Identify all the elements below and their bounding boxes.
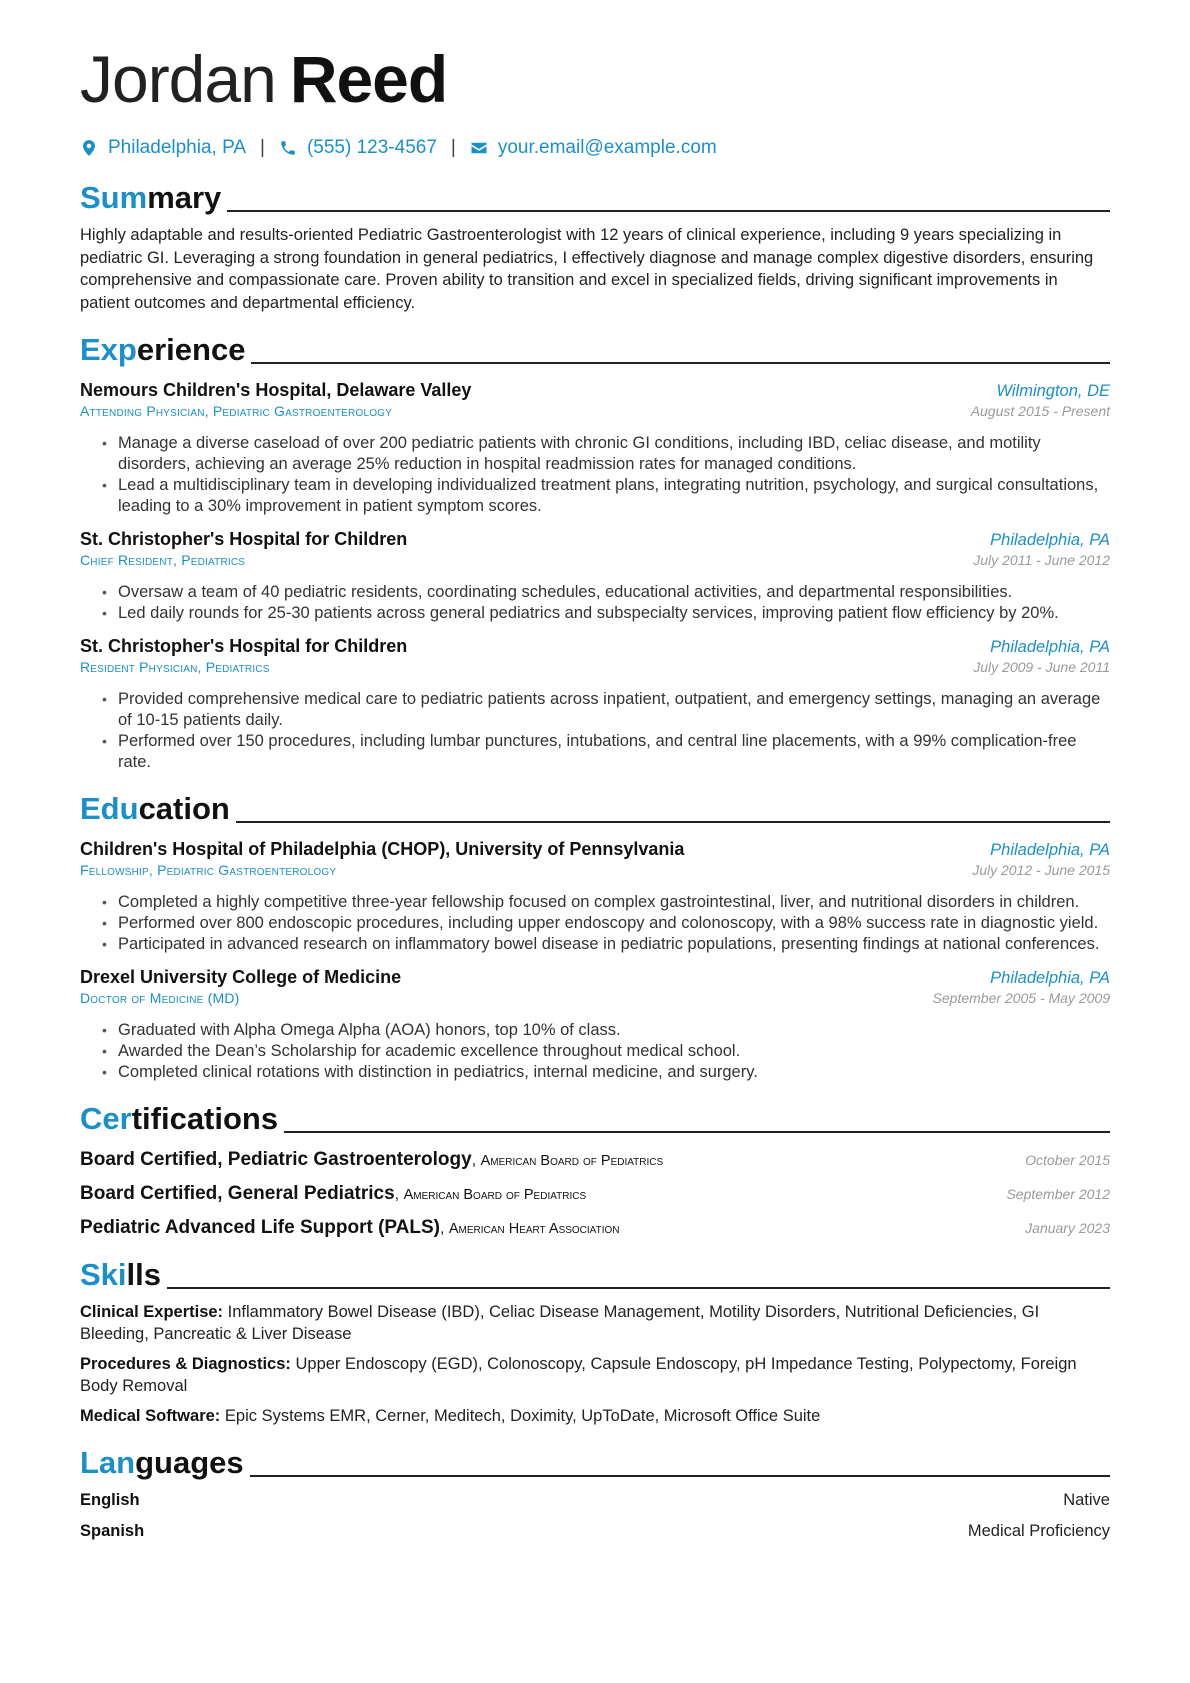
education-entry	[80, 967, 1110, 1083]
skills-heading-rest: lls	[126, 1257, 161, 1292]
section-rule	[236, 821, 1110, 823]
map-pin-icon	[80, 139, 98, 157]
bullet-item: • Lead a multidisciplinary team in developing individualized treatment plans, integrating nutrition, psychology, and surgical consultations, leading to a 30% improvement in patient symptom scores.	[102, 475, 1110, 517]
certifications-heading	[80, 1097, 1110, 1137]
certification-item: Pediatric Advanced Life Support (PALS), American Heart Association January 2023	[80, 1217, 1110, 1238]
entry-organization: Drexel University College of Medicine	[80, 967, 402, 987]
section-rule	[227, 210, 1110, 212]
entry-location: Philadelphia, PA	[990, 638, 1110, 656]
experience-heading-accent: Exp	[80, 332, 137, 367]
entry-dates: August 2015 - Present	[970, 403, 1110, 419]
language-item	[80, 1522, 1110, 1543]
entry-role: Resident Physician, Pediatrics	[80, 659, 270, 675]
certification-name: Board Certified, General Pediatrics	[80, 1183, 395, 1204]
contact-location	[80, 137, 246, 159]
entry-location: Philadelphia, PA	[990, 531, 1110, 549]
entry-bullets	[80, 582, 1110, 624]
entry-dates: July 2011 - June 2012	[973, 552, 1110, 568]
certification-name: Pediatric Advanced Life Support (PALS)	[80, 1217, 440, 1238]
certification-date: September 2012	[1006, 1186, 1110, 1202]
skills-heading	[80, 1253, 1110, 1293]
entry-dates: July 2009 - June 2011	[973, 659, 1110, 675]
education-heading-accent: Edu	[80, 791, 139, 826]
languages-heading-accent: Lan	[80, 1445, 136, 1480]
summary-text: Highly adaptable and results-oriented Pediatric Gastroenterologist with 12 years of clinical experience, including 9 years specializing in pediatric GI. Leveraging a strong foundation in general pediatrics, I effectively diagnose and manage complex digestive disorders, ensuring comprehensive and compassionate care. Proven ability to transition and excel in specialized fields, driving significant improvements in patient outcomes and departmental efficiency.	[80, 226, 1094, 312]
summary-heading-rest: mary	[147, 180, 222, 215]
email-link[interactable]: your.email@example.com	[497, 137, 717, 158]
entry-role: Chief Resident, Pediatrics	[80, 552, 246, 568]
candidate-name	[80, 40, 1110, 118]
experience-entry	[80, 380, 1110, 517]
certification-date: January 2023	[1025, 1220, 1110, 1236]
contact-bar	[80, 134, 1110, 162]
entry-role: Attending Physician, Pediatric Gastroenterology	[80, 403, 393, 419]
education-entry	[80, 839, 1110, 955]
section-rule	[250, 1475, 1110, 1477]
entry-dates: September 2005 - May 2009	[932, 990, 1110, 1006]
entry-location: Philadelphia, PA	[990, 841, 1110, 859]
entry-organization: St. Christopher's Hospital for Children	[80, 636, 408, 656]
language-item	[80, 1491, 1110, 1512]
bullet-item: • Manage a diverse caseload of over 200 pediatric patients with chronic GI conditions, including IBD, celiac disease, and motility disorders, achieving an average 25% reduction in hospital readmission rates for managed conditions.	[102, 433, 1110, 475]
section-rule	[167, 1287, 1110, 1289]
first-name: Jordan	[80, 42, 276, 116]
certification-date: October 2015	[1025, 1152, 1110, 1168]
bullet-item: • Oversaw a team of 40 pediatric residents, coordinating schedules, educational activities, and departmental responsibilities.	[102, 582, 1110, 603]
certification-issuer: American Heart Association	[448, 1221, 620, 1237]
skills-heading-accent: Ski	[80, 1257, 127, 1292]
bullet-item: • Completed a highly competitive three-year fellowship focused on complex gastrointestinal, liver, and nutritional disorders in children.	[102, 892, 1110, 913]
bullet-item: • Performed over 800 endoscopic procedures, including upper endoscopy and colonoscopy, with a 98% success rate in diagnostic yield.	[102, 913, 1110, 934]
bullet-item: • Performed over 150 procedures, including lumbar punctures, intubations, and central line placements, with a 99% complication-free rate.	[102, 731, 1110, 773]
section-rule	[284, 1131, 1110, 1133]
bullet-item: • Graduated with Alpha Omega Alpha (AOA) honors, top 10% of class.	[102, 1020, 1110, 1041]
skill-values: Inflammatory Bowel Disease (IBD), Celiac Disease Management, Motility Disorders, Nutritional Deficiencies, GI Bleeding, Pancreatic & Liver Disease	[80, 1303, 1040, 1343]
skill-values: Upper Endoscopy (EGD), Colonoscopy, Capsule Endoscopy, pH Impedance Testing, Polypectomy, Foreign Body Removal	[80, 1355, 1077, 1395]
skill-label: Medical Software:	[80, 1407, 221, 1425]
envelope-icon	[470, 139, 488, 157]
experience-entry	[80, 636, 1110, 773]
skill-group	[80, 1405, 1110, 1427]
skill-label: Procedures & Diagnostics:	[80, 1355, 291, 1373]
certification-issuer: American Board of Pediatrics	[403, 1187, 587, 1203]
bullet-item: • Provided comprehensive medical care to pediatric patients across inpatient, outpatient, and emergency settings, managing an average of 10-15 patients daily.	[102, 689, 1110, 731]
entry-organization: Nemours Children's Hospital, Delaware Valley	[80, 380, 472, 400]
experience-heading	[80, 328, 1110, 368]
skill-values: Epic Systems EMR, Cerner, Meditech, Doximity, UpToDate, Microsoft Office Suite	[224, 1407, 821, 1425]
entry-organization: St. Christopher's Hospital for Children	[80, 529, 408, 549]
bullet-item: • Completed clinical rotations with distinction in pediatrics, internal medicine, and surgery.	[102, 1062, 1110, 1083]
last-name: Reed	[289, 42, 448, 116]
skill-label: Clinical Expertise:	[80, 1303, 224, 1321]
education-heading-rest: cation	[138, 791, 230, 826]
certification-item: Board Certified, Pediatric Gastroenterology, American Board of Pediatrics October 2015	[80, 1149, 1110, 1170]
summary-heading-accent: Sum	[80, 180, 148, 215]
phone-icon	[279, 139, 297, 157]
entry-organization: Children's Hospital of Philadelphia (CHOP), University of Pennsylvania	[80, 839, 685, 859]
experience-heading-rest: erience	[136, 332, 246, 367]
entry-role: Fellowship, Pediatric Gastroenterology	[80, 862, 337, 878]
certification-issuer: American Board of Pediatrics	[480, 1153, 664, 1169]
entry-dates: July 2012 - June 2015	[972, 862, 1110, 878]
entry-bullets	[80, 433, 1110, 517]
language-level: Medical Proficiency	[967, 1522, 1110, 1540]
languages-heading-rest: guages	[135, 1445, 244, 1480]
skill-group	[80, 1353, 1110, 1397]
languages-heading	[80, 1441, 1110, 1481]
entry-role: Doctor of Medicine (MD)	[80, 990, 240, 1006]
contact-separator: |	[450, 137, 456, 158]
certifications-heading-accent: Cer	[80, 1101, 132, 1136]
bullet-item: • Awarded the Dean’s Scholarship for academic excellence throughout medical school.	[102, 1041, 1110, 1062]
education-heading	[80, 787, 1110, 827]
phone-text[interactable]: (555) 123-4567	[306, 137, 437, 158]
contact-separator: |	[260, 137, 265, 158]
contact-email[interactable]	[470, 137, 717, 159]
skill-group	[80, 1301, 1110, 1345]
experience-entry	[80, 529, 1110, 624]
certifications-heading-rest: tifications	[131, 1101, 279, 1136]
entry-bullets	[80, 1020, 1110, 1083]
location-text: Philadelphia, PA	[108, 137, 247, 158]
language-name: English	[80, 1491, 140, 1509]
entry-location: Wilmington, DE	[996, 382, 1110, 400]
language-name: Spanish	[80, 1522, 145, 1540]
entry-bullets	[80, 892, 1110, 955]
certification-item: Board Certified, General Pediatrics, American Board of Pediatrics September 2012	[80, 1183, 1110, 1204]
language-level: Native	[1063, 1491, 1110, 1509]
contact-phone[interactable]	[279, 137, 437, 159]
section-rule	[251, 362, 1110, 364]
bullet-item: • Participated in advanced research on inflammatory bowel disease in pediatric populations, presenting findings at national conferences.	[102, 934, 1110, 955]
certification-name: Board Certified, Pediatric Gastroenterology	[80, 1149, 472, 1170]
entry-bullets	[80, 689, 1110, 773]
entry-location: Philadelphia, PA	[990, 969, 1110, 987]
summary-heading	[80, 176, 1110, 216]
bullet-item: • Led daily rounds for 25-30 patients across general pediatrics and subspecialty services, improving patient flow efficiency by 20%.	[102, 603, 1110, 624]
